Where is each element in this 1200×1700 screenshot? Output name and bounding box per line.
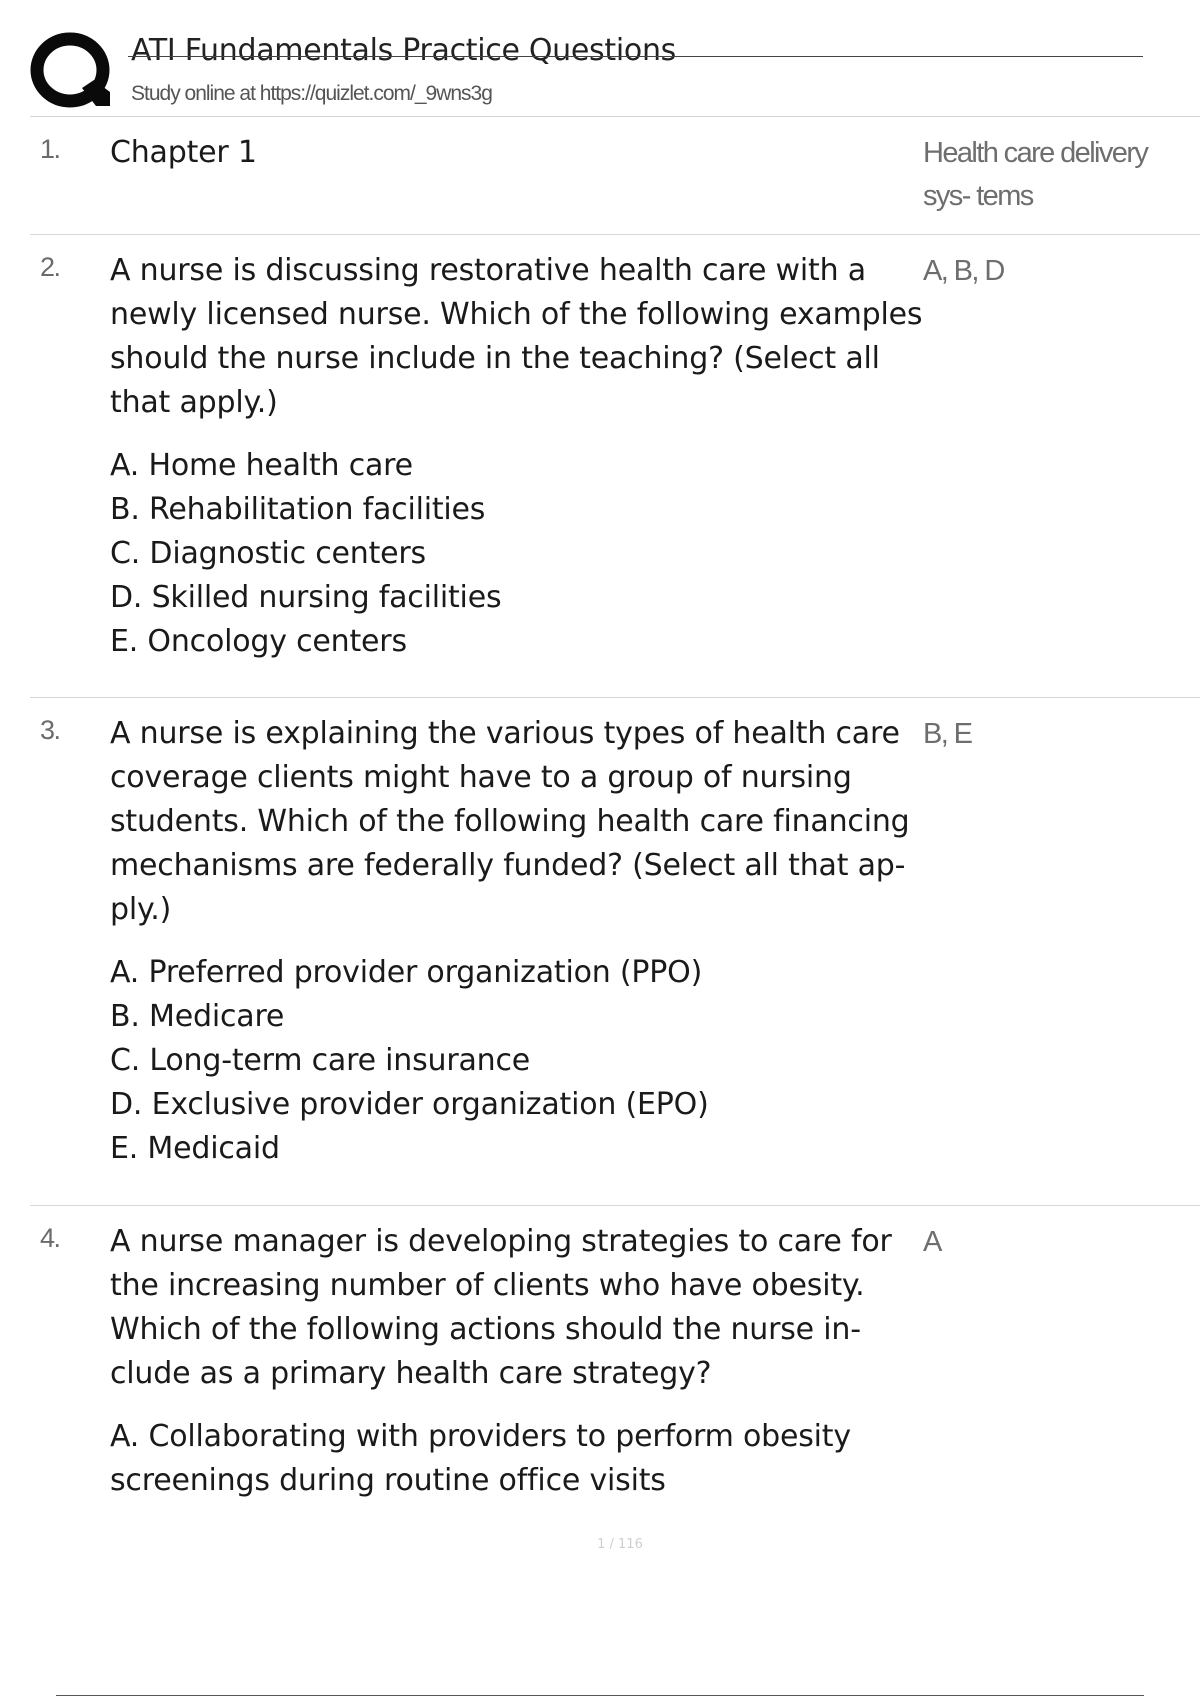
answer-options: [110, 951, 940, 1171]
answer-text: A: [923, 1226, 941, 1258]
footer-divider: [56, 1695, 1144, 1696]
question-text: [110, 1220, 940, 1503]
option-e: E. Oncology centers: [110, 624, 407, 659]
answer-text: B, E: [923, 718, 972, 750]
option-a: A. Preferred provider organization (PPO): [110, 955, 703, 990]
answer-text: A, B, D: [923, 255, 1004, 287]
option-b: B. Medicare: [110, 999, 285, 1034]
question-stem: A nurse is explaining the various types of health care coverage clients might have to a group of nursing students. Which of the following health care financing mechanisms are federally funded? (Select all that ap- ply.): [110, 716, 910, 927]
question-list: [30, 117, 1200, 1550]
question-row-4: [30, 1206, 1200, 1550]
question-text: [110, 712, 940, 1171]
option-a: A. Home health care: [110, 448, 413, 483]
quizlet-q-logo-icon: [30, 28, 114, 112]
question-row-2: [30, 235, 1200, 698]
answer-text: Health care delivery sys- tems: [923, 137, 1148, 212]
document-title: ATI Fundamentals Practice Questions: [131, 33, 676, 68]
question-text: [110, 249, 940, 664]
question-number: 3.: [40, 715, 60, 745]
question-stem: Chapter 1: [110, 135, 257, 170]
page-indicator: 1 / 116: [597, 1537, 643, 1552]
question-text: [110, 131, 940, 175]
option-b: B. Rehabilitation facilities: [110, 492, 486, 527]
question-stem: A nurse manager is developing strategies to care for the increasing number of clients who have obesity. Which of the following actions should the nurse in- clude as a primary health care strategy?: [110, 1224, 892, 1391]
title-strike-line: [128, 56, 1143, 57]
question-stem: A nurse is discussing restorative health care with a newly licensed nurse. Which of the following examples should the nurse include in the teaching? (Select all that apply.): [110, 253, 923, 420]
option-d: D. Skilled nursing facilities: [110, 580, 502, 615]
study-online-link[interactable]: Study online at https://quizlet.com/_9wns3g: [131, 82, 492, 105]
question-row-1: [30, 117, 1200, 235]
question-number: 1.: [40, 134, 60, 164]
question-number: 2.: [40, 252, 60, 282]
option-c: C. Long-term care insurance: [110, 1043, 531, 1078]
option-e: E. Medicaid: [110, 1131, 280, 1166]
question-row-3: [30, 698, 1200, 1206]
question-number: 4.: [40, 1223, 60, 1253]
option-a: A. Collaborating with providers to perform obesity screenings during routine office visits: [110, 1419, 851, 1498]
option-c: C. Diagnostic centers: [110, 536, 426, 571]
answer-options: [110, 444, 940, 664]
option-d: D. Exclusive provider organization (EPO): [110, 1087, 709, 1122]
document-header: [0, 0, 1200, 118]
answer-options: [110, 1415, 940, 1503]
